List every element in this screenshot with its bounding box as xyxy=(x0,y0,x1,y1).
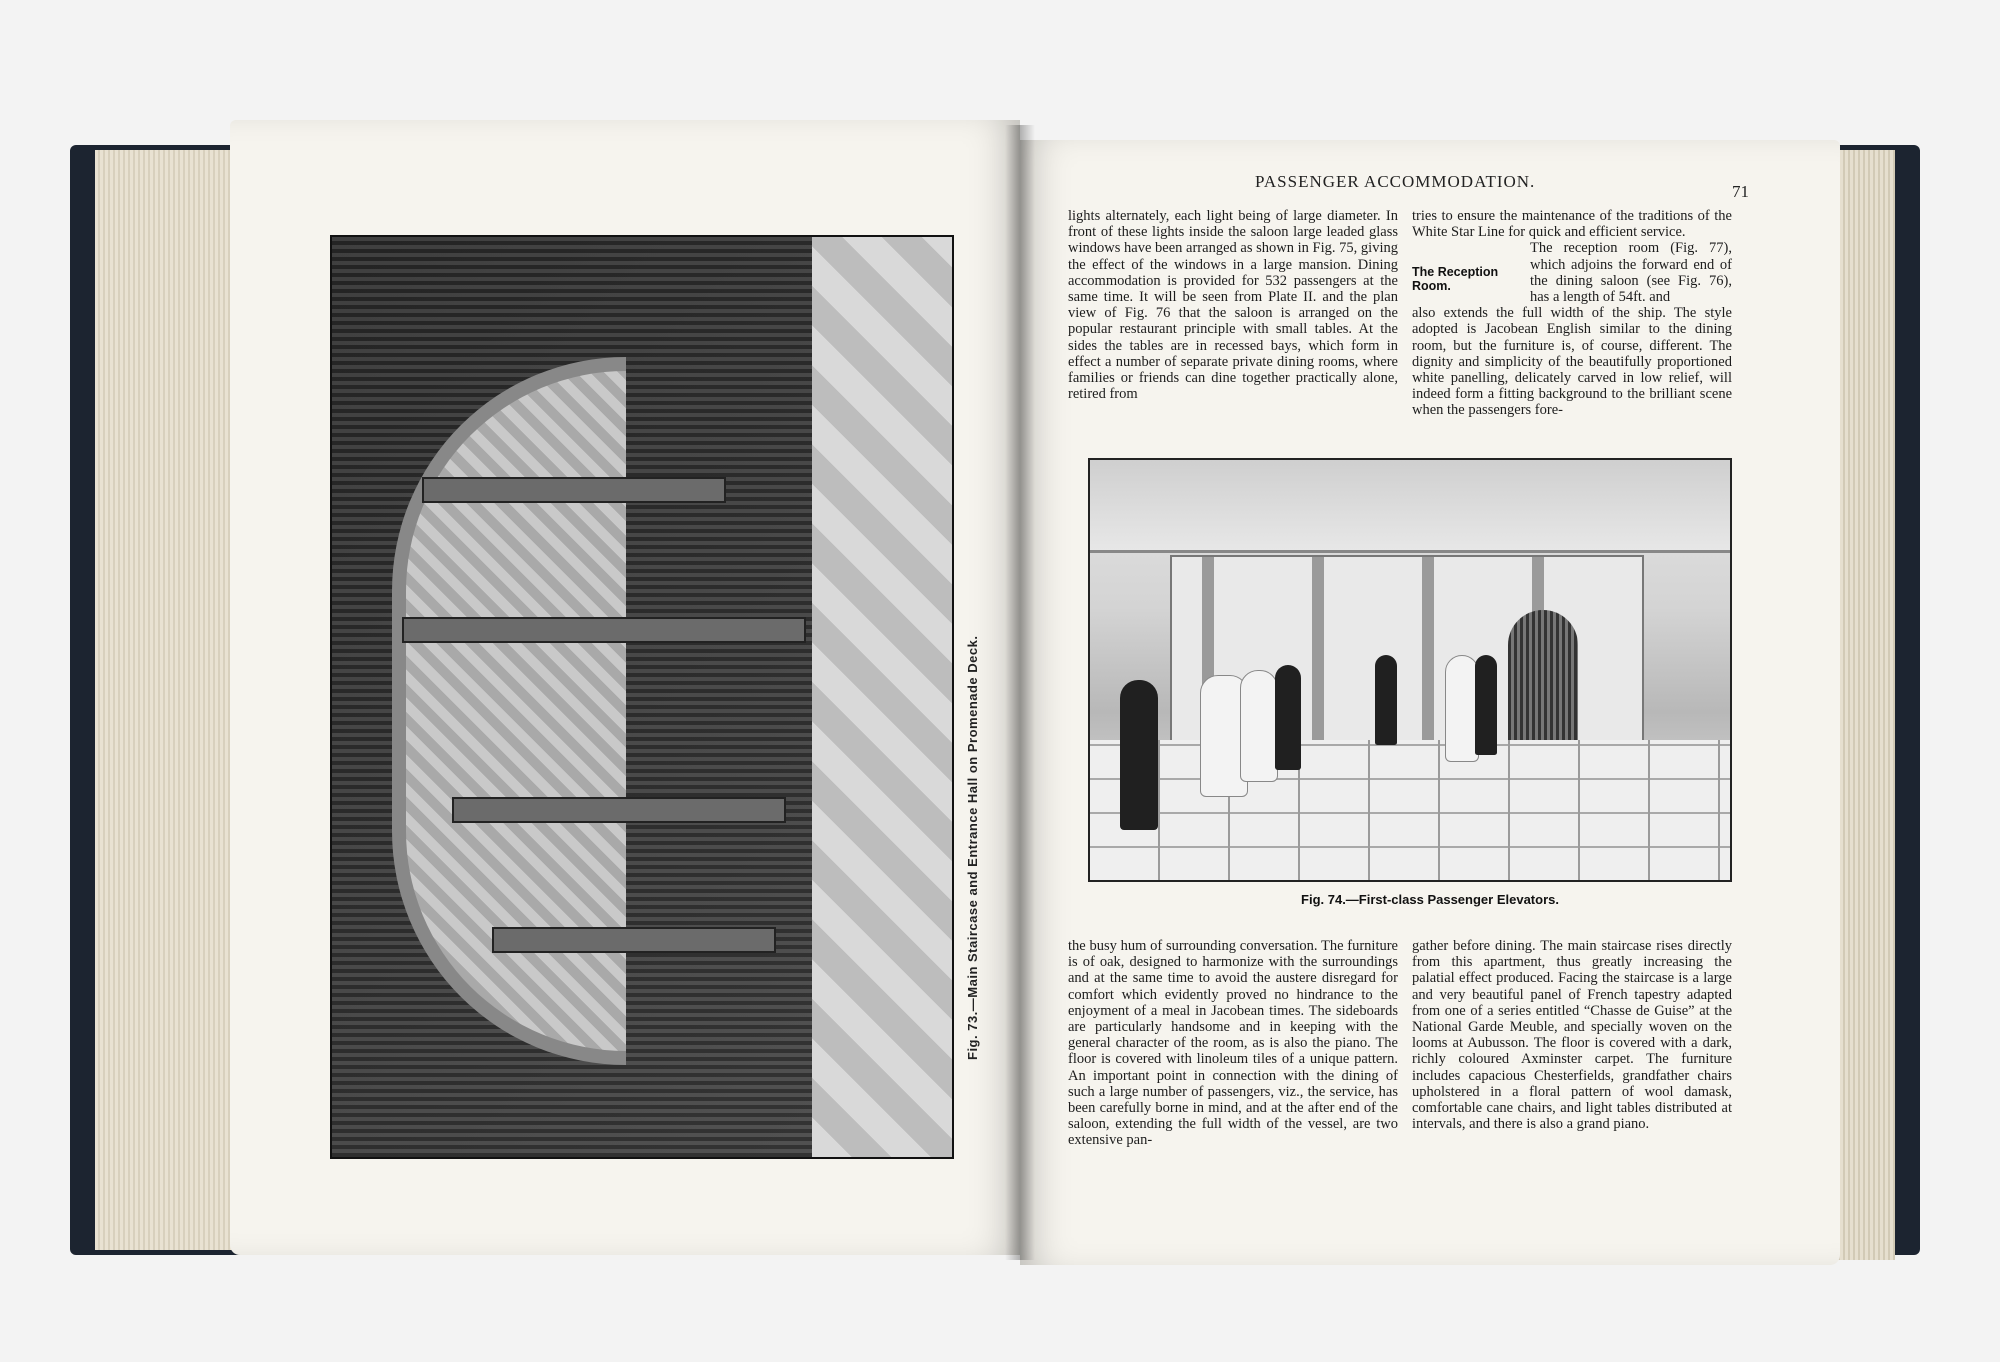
figure-caption: Fig. 74.—First-class Passenger Elevators. xyxy=(1301,892,1559,907)
text-column-top-right xyxy=(1412,208,1732,419)
book-gutter xyxy=(1005,125,1035,1260)
paragraph: tries to ensure the maintenance of the traditions of the White Star Line for quick and efficient service. xyxy=(1412,208,1732,241)
illustration-column xyxy=(452,797,786,823)
left-page xyxy=(230,120,1020,1255)
illustration-floor-tiles xyxy=(1090,740,1730,880)
page-number: 71 xyxy=(1732,182,1749,201)
staircase-illustration xyxy=(330,235,954,1159)
illustration-floor xyxy=(812,237,952,1157)
text-column-bottom-right: gather before dining. The main staircase rises directly from this apartment, thus greatly increasing the palatial effect produced. Facing the staircase is a large and very beautiful panel of French tapestry adapted from one of a series entitled “Chasse de Guise” at the National Garde Meuble, and specially woven on the looms at Aubusson. The floor is covered with a dark, richly coloured Axminster carpet. The furniture includes capacious Chesterfields, grandfather chairs upholstered in a floral pattern of wool damask, comfortable cane chairs, and light tables distributed at intervals, and there is also a grand piano. xyxy=(1412,938,1732,1133)
illustration-person xyxy=(1120,680,1158,830)
running-header: PASSENGER ACCOMMODATION. xyxy=(1255,172,1536,191)
elevators-illustration xyxy=(1088,458,1732,882)
illustration-person xyxy=(1275,665,1301,770)
text-column-top-left: lights alternately, each light being of large diameter. In front of these lights inside the saloon large leaded glass windows have been arranged as shown in Fig. 75, giving the effect of the windows in a large mansion. Dining accommodation is provided for 532 passengers at the same time. It will be seen from Plate II. and the plan view of Fig. 76 that the saloon is arranged on the popular restaurant principle with small tables. At the sides the tables are in recessed bays, which form in effect a number of separate private dining rooms, where families or friends can dine together practically alone, retired from xyxy=(1068,208,1398,403)
illustration-person xyxy=(1375,655,1397,745)
illustration-person xyxy=(1475,655,1497,755)
illustration-person xyxy=(1240,670,1278,782)
right-page xyxy=(1020,140,1840,1265)
illustration-column xyxy=(402,617,806,643)
illustration-arch xyxy=(392,357,626,1065)
illustration-column xyxy=(422,477,726,503)
illustration-ceiling xyxy=(1090,460,1730,553)
paragraph: The reception room (Fig. 77), which adjoins the forward end of the dining saloon (see Fig. 76), has a length of 54ft. and xyxy=(1530,240,1732,306)
paragraph: also extends the full width of the ship. The style adopted is Jacobean English similar to the dining room, but the furniture is, of course, different. The dignity and simplicity of the beautifully proportioned white panelling, delicately carved in low relief, will indeed form a fitting background to the brilliant scene when the passengers fore- xyxy=(1412,305,1732,419)
illustration-person xyxy=(1445,655,1479,762)
plate-caption: Fig. 73.—Main Staircase and Entrance Hall on Promenade Deck. xyxy=(965,635,980,1060)
illustration-column xyxy=(492,927,776,953)
side-heading: The Reception Room. xyxy=(1412,265,1499,293)
text-column-bottom-left: the busy hum of surrounding conversation. The furniture is of oak, designed to harmonize with the surroundings and at the same time to avoid the austere disregard for comfort which evidently proved no hindrance to the enjoyment of a meal in Jacobean times. The sideboards are particularly handsome and in keeping with the general character of the room, as is also the piano. The floor is covered with linoleum tiles of a unique pattern. An important point in connection with the dining of such a large number of passengers, viz., the service, has been carefully borne in mind, and at the after end of the saloon, extending the full width of the vessel, are two extensive pan- xyxy=(1068,938,1398,1149)
illustration-elevator-gate xyxy=(1508,610,1578,745)
